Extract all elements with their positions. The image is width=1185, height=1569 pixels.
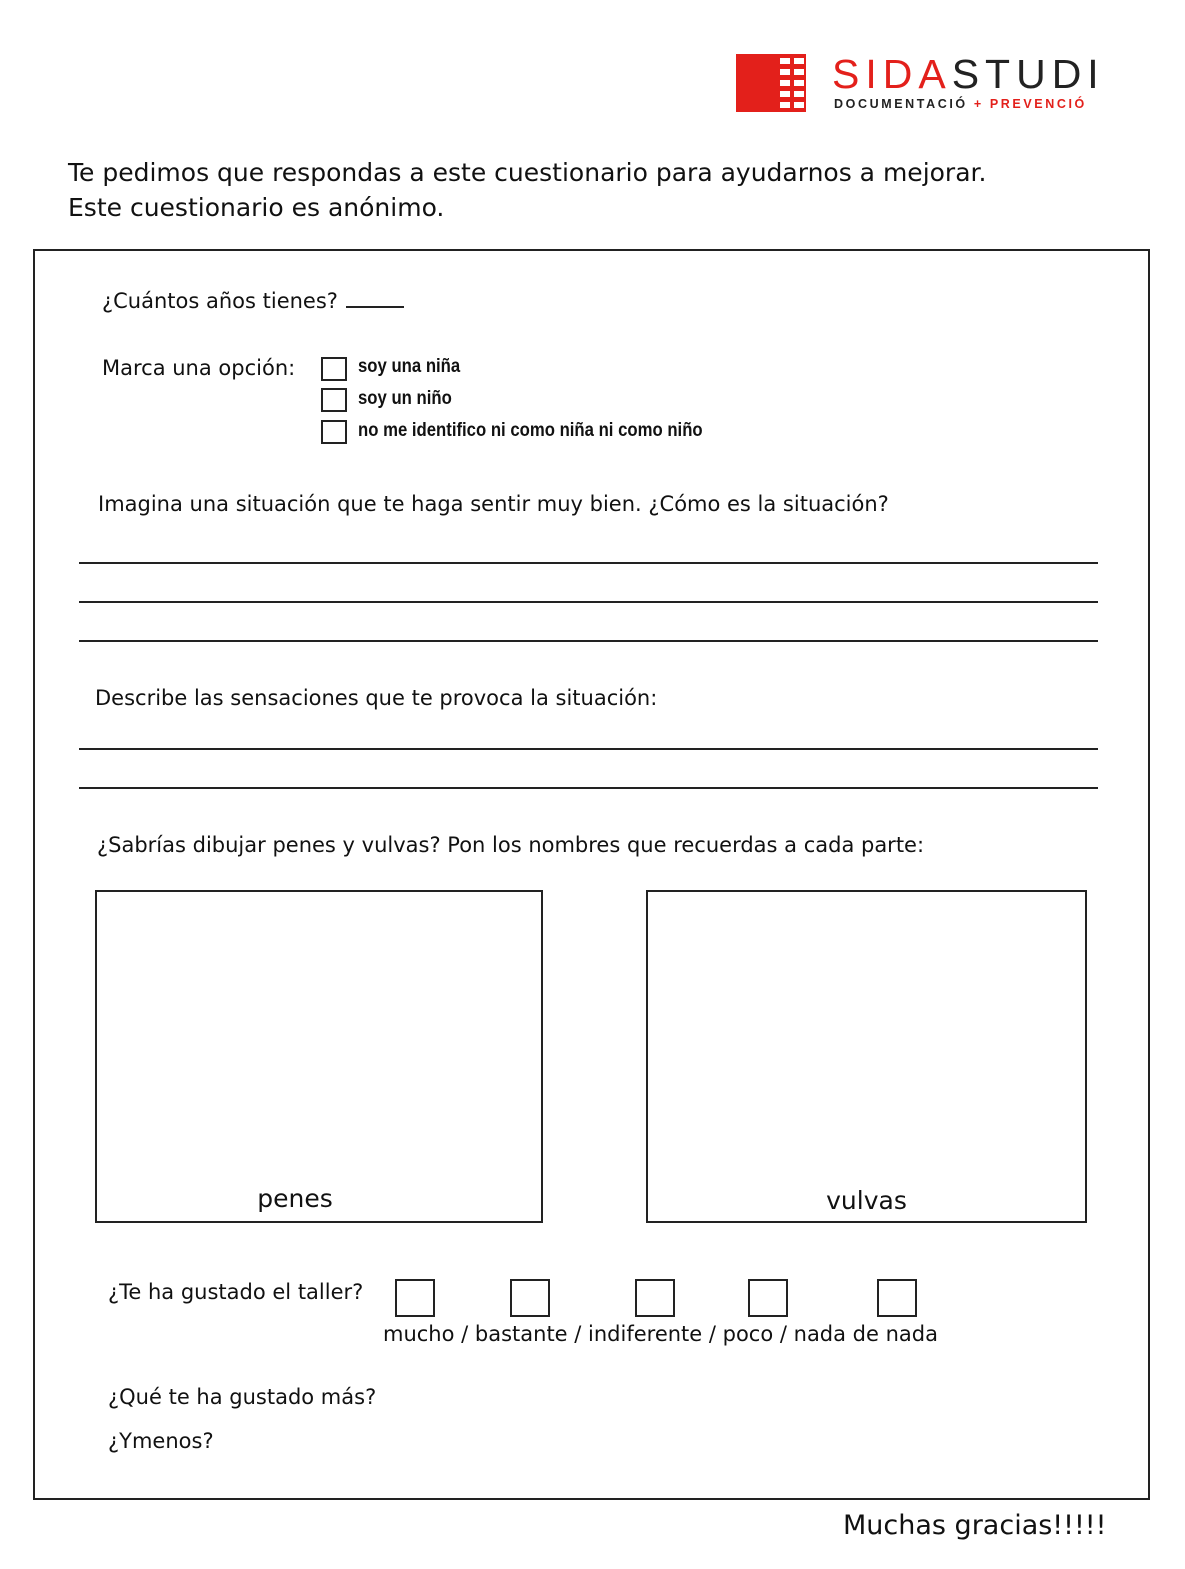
draw-question: ¿Sabrías dibujar penes y vulvas? Pon los nombres que recuerdas a cada parte: [97,833,925,857]
logo-slot [780,80,790,86]
draw-box-vulvas[interactable] [646,890,1087,1223]
intro-line-1: Te pedimos que respondas a este cuestionario para ayudarnos a mejorar. [68,158,987,187]
gender-option-girl: soy una niña [358,356,461,377]
rating-checkbox-mucho[interactable] [395,1279,435,1317]
answer-line[interactable] [79,787,1098,789]
age-question-text: ¿Cuántos años tienes? [102,289,338,313]
intro-line-2: Este cuestionario es anónimo. [68,193,445,222]
rating-checkbox-poco[interactable] [748,1279,788,1317]
situation-question: Imagina una situación que te haga sentir muy bien. ¿Cómo es la situación? [98,492,889,516]
rating-checkbox-nada[interactable] [877,1279,917,1317]
draw-box-penes-label: penes [257,1184,333,1213]
logo-sub-right: PREVENCIÓ [989,97,1087,111]
logo-sub-plus: + [973,97,984,111]
logo-word-red: SIDA [832,51,952,97]
logo-slot [794,69,804,75]
answer-line[interactable] [79,748,1098,750]
gender-checkbox-none[interactable] [321,420,347,444]
sensations-question: Describe las sensaciones que te provoca la situación: [95,686,658,710]
gender-option-none: no me identifico ni como niña ni como niño [358,420,703,441]
answer-line[interactable] [79,562,1098,564]
gender-checkbox-boy[interactable] [321,388,347,412]
liked-question: ¿Te ha gustado el taller? [108,1280,364,1304]
rating-checkbox-indiferente[interactable] [635,1279,675,1317]
answer-line[interactable] [79,640,1098,642]
logo-sub-left: DOCUMENTACIÓ [834,97,968,111]
logo-word-dark: STUDI [951,51,1105,97]
age-blank[interactable] [346,286,404,308]
logo-slot [794,80,804,86]
logo-slot [780,69,790,75]
logo-slot [794,91,804,97]
draw-box-vulvas-label: vulvas [826,1186,907,1215]
gender-checkbox-girl[interactable] [321,357,347,381]
logo-mark [736,54,806,112]
logo-slot [780,91,790,97]
gender-option-boy: soy un niño [358,388,452,409]
rating-checkbox-bastante[interactable] [510,1279,550,1317]
liked-least-question: ¿Ymenos? [108,1429,214,1453]
thanks-text: Muchas gracias!!!!! [843,1510,1107,1541]
logo-wordmark [832,52,1105,96]
answer-line[interactable] [79,601,1098,603]
draw-box-penes[interactable] [95,890,543,1223]
gender-label: Marca una opción: [102,356,296,380]
logo-slot [780,58,790,64]
logo-tagline [834,97,1087,111]
logo-slot [794,58,804,64]
rating-scale: mucho / bastante / indiferente / poco / nada de nada [383,1322,938,1346]
liked-most-question: ¿Qué te ha gustado más? [108,1385,377,1409]
logo-slot [780,102,790,108]
age-question [102,286,404,313]
logo-slot [794,102,804,108]
